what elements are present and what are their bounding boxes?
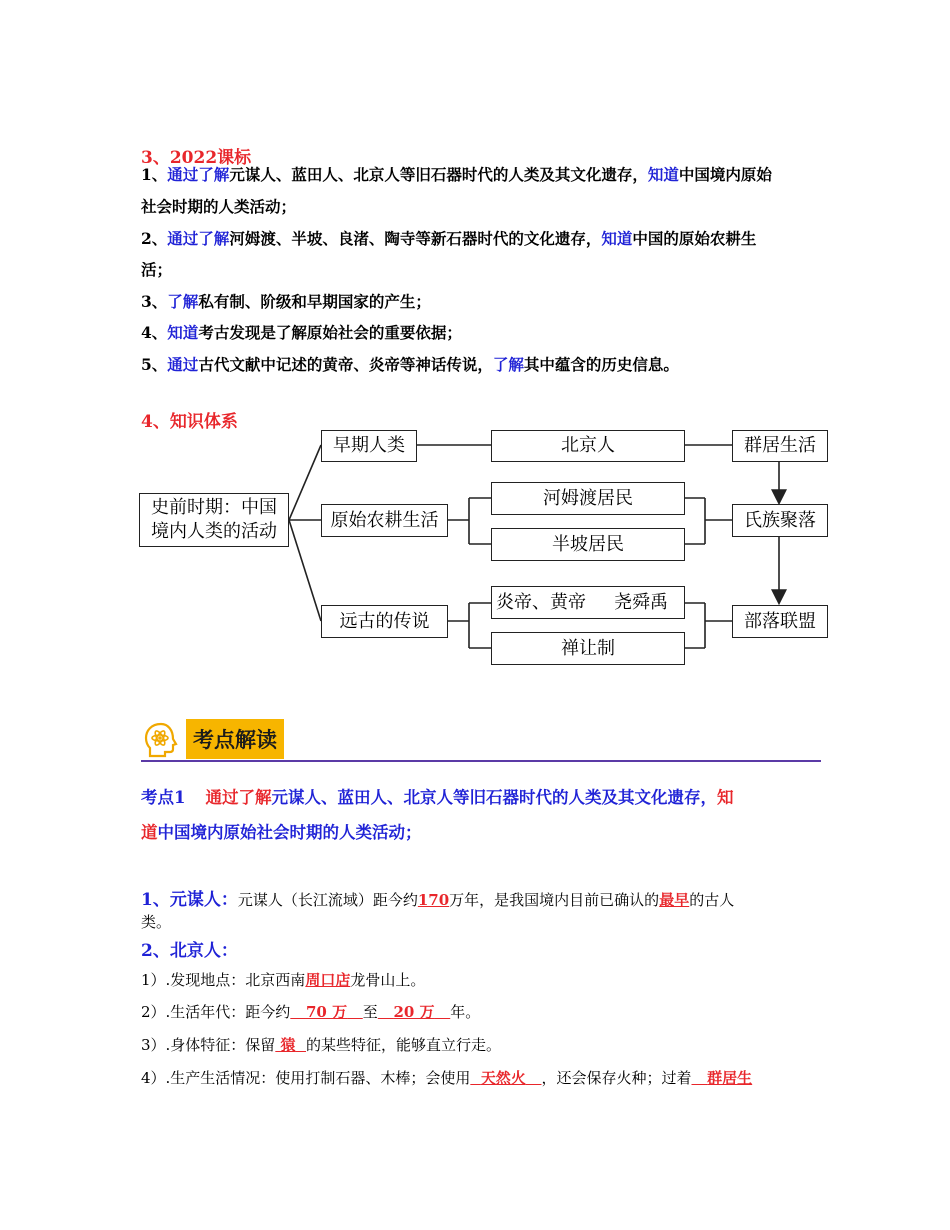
head-atom-icon [141,720,181,760]
section-divider [141,760,821,762]
beijing-line-4: 4）.生产生活情况：使用打制石器、木棒；会使用 天然火 ，还会保存火种；过着 群居生 [141,1069,753,1087]
diagram-node-banpo: 半坡居民 [491,528,685,561]
diagram-node-legends: 远古的传说 [321,605,448,638]
diagram-node-abdication: 禅让制 [491,632,685,665]
yuanmou-line-cont: 类。 [141,913,172,931]
diagram-node-hemudu: 河姆渡居民 [491,482,685,515]
yuanmou-line: 1、元谋人：元谋人（长江流域）距今约170万年，是我国境内目前已确认的最早的古人 [141,890,735,910]
kaodian-1-line-1: 考点1 通过了解元谋人、蓝田人、北京人等旧石器时代的人类及其文化遗存，知 [141,788,734,807]
standard-line-2-cont: 活； [141,260,173,279]
section-4-title: 4、知识体系 [141,412,238,432]
section-3-title: 3、2022课标 [141,148,252,168]
diagram-root-box: 史前时期：中国 境内人类的活动 [139,493,289,547]
standard-line-1: 1、通过了解元谋人、蓝田人、北京人等旧石器时代的人类及其文化遗存，知道中国境内原始 [141,165,772,184]
standard-line-1-cont: 社会时期的人类活动； [141,197,297,216]
diagram-node-tribal-alliance: 部落联盟 [732,605,828,638]
kaodian-1-line-2: 道中国境内原始社会时期的人类活动； [141,823,422,842]
diagram-node-early-humans: 早期人类 [321,430,417,462]
beijing-line-1: 1）.发现地点：北京西南周口店龙骨山上。 [141,971,426,989]
diagram-node-beijing-man: 北京人 [491,430,685,462]
diagram-node-group-living: 群居生活 [732,430,828,462]
diagram-node-clan-settlement: 氏族聚落 [732,504,828,537]
kaodian-header: 考点解读 [186,719,284,759]
diagram-node-farming-life: 原始农耕生活 [321,504,448,537]
standard-line-3: 3、了解私有制、阶级和早期国家的产生； [141,292,431,311]
diagram-node-yandi-huangdi: 炎帝、黄帝 尧舜禹 [491,586,685,619]
standard-line-2: 2、通过了解河姆渡、半坡、良渚、陶寺等新石器时代的文化遗存，知道中国的原始农耕生 [141,229,757,248]
beijing-title: 2、北京人： [141,941,238,961]
standard-line-5: 5、通过古代文献中记述的黄帝、炎帝等神话传说，了解其中蕴含的历史信息。 [141,355,679,374]
standard-line-4: 4、知道考古发现是了解原始社会的重要依据； [141,323,462,342]
beijing-line-3: 3）.身体特征：保留 猿 的某些特征，能够直立行走。 [141,1036,502,1054]
beijing-line-2: 2）.生活年代：距今约 70 万 至 20 万 年。 [141,1003,481,1021]
